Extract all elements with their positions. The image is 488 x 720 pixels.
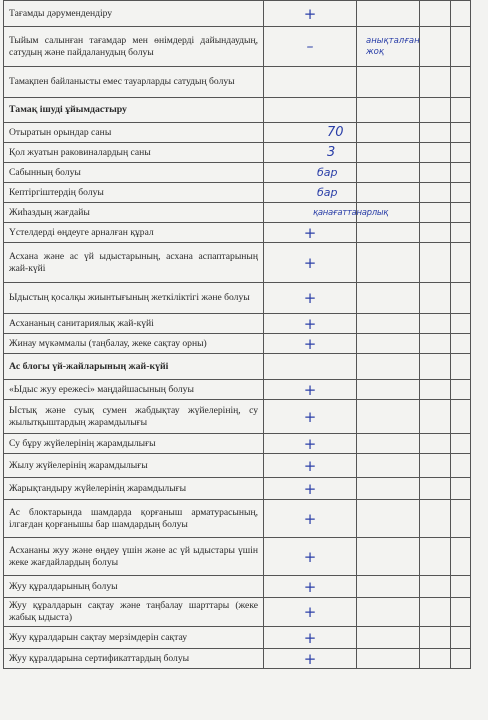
assessment-cell: [264, 143, 357, 163]
extra-cell: [451, 67, 471, 98]
assessment-cell: [264, 380, 357, 400]
extra-cell: [357, 334, 420, 354]
checklist-row: [4, 334, 471, 354]
extra-cell: [451, 223, 471, 243]
extra-cell: [420, 434, 451, 454]
checklist-row: [4, 203, 471, 223]
extra-cell: [357, 183, 420, 203]
assessment-cell: [264, 223, 357, 243]
handwritten-mark: +: [303, 253, 317, 272]
handwritten-mark: +: [303, 577, 317, 596]
assessment-cell: [264, 598, 357, 627]
checklist-row: [4, 67, 471, 98]
assessment-cell: [264, 500, 357, 538]
handwritten-mark: +: [303, 649, 317, 668]
extra-cell: [357, 400, 420, 434]
handwritten-mark: 3: [327, 144, 336, 160]
extra-cell: [451, 1, 471, 27]
criterion-label: Отыратын орындар саны: [4, 123, 264, 143]
extra-cell: [451, 243, 471, 283]
assessment-cell: [264, 400, 357, 434]
assessment-cell: [264, 1, 357, 27]
checklist-row: [4, 1, 471, 27]
handwritten-mark: +: [303, 289, 317, 307]
extra-cell: [451, 627, 471, 649]
handwritten-mark: +: [303, 314, 317, 333]
assessment-cell: [264, 243, 357, 283]
assessment-cell: [264, 183, 357, 203]
extra-cell: [420, 478, 451, 500]
handwritten-mark: бар: [317, 165, 338, 179]
criterion-label: Ас блоктарында шамдарда қорғаныш арматурасының, ілгағдан қорғанышы бар шамдардың болуы: [4, 500, 264, 538]
criterion-label: Ыдыстың қосалқы жиынтығының жеткіліктігі және болуы: [4, 283, 264, 314]
extra-cell: [357, 1, 420, 27]
handwritten-mark: +: [303, 4, 317, 23]
extra-cell: [357, 283, 420, 314]
assessment-cell: [264, 314, 357, 334]
extra-cell: [451, 314, 471, 334]
criterion-label: «Ыдыс жуу ережесі» маңдайшасының болуы: [4, 380, 264, 400]
extra-cell: [357, 576, 420, 598]
section-header-row: [4, 98, 471, 123]
extra-cell: [420, 27, 451, 67]
extra-cell: [420, 334, 451, 354]
extra-cell: [420, 283, 451, 314]
handwritten-mark: +: [303, 223, 317, 242]
criterion-label: Тыйым салынған тағамдар мен өнімдерді дайындаудың, сатудың және пайдаланудың болуы: [4, 27, 264, 67]
assessment-cell: [264, 576, 357, 598]
extra-cell: [420, 123, 451, 143]
criterion-label: Жуу құралдарын сақтау мерзімдерін сақтау: [4, 627, 264, 649]
checklist-row: [4, 143, 471, 163]
handwritten-mark: +: [303, 628, 317, 647]
extra-cell: [451, 454, 471, 478]
extra-cell: [451, 334, 471, 354]
extra-cell: [357, 627, 420, 649]
extra-cell: [451, 283, 471, 314]
assessment-cell: [264, 454, 357, 478]
extra-cell: [357, 434, 420, 454]
extra-cell: [357, 98, 420, 123]
extra-cell: [451, 434, 471, 454]
handwritten-mark: –: [306, 38, 314, 55]
extra-cell: [420, 183, 451, 203]
assessment-cell: [264, 334, 357, 354]
assessment-cell: [264, 354, 357, 380]
extra-cell: [357, 123, 420, 143]
extra-cell: [357, 27, 420, 67]
checklist-row: [4, 478, 471, 500]
handwritten-mark: 70: [327, 124, 344, 140]
extra-cell: [420, 314, 451, 334]
handwritten-mark: +: [303, 380, 317, 399]
extra-cell: [357, 314, 420, 334]
extra-cell: [451, 598, 471, 627]
extra-cell: [420, 627, 451, 649]
extra-cell: [451, 123, 471, 143]
checklist-row: [4, 314, 471, 334]
extra-cell: [420, 98, 451, 123]
criterion-label: Асхананы жуу және өңдеу үшін және ас үй ыдыстары үшін жеке жағдайлардың болуы: [4, 538, 264, 576]
extra-cell: [451, 478, 471, 500]
assessment-cell: [264, 478, 357, 500]
checklist-row: [4, 283, 471, 314]
extra-cell: [451, 380, 471, 400]
checklist-row: [4, 380, 471, 400]
extra-cell: [357, 354, 420, 380]
criterion-label: Жуу құралдарына сертификаттардың болуы: [4, 649, 264, 669]
criterion-label: Жарықтандыру жүйелерінің жарамдылығы: [4, 478, 264, 500]
handwritten-mark: +: [303, 434, 317, 453]
extra-cell: [420, 538, 451, 576]
extra-cell: [357, 538, 420, 576]
extra-cell: [451, 27, 471, 67]
handwritten-mark: +: [303, 456, 317, 475]
extra-cell: [357, 478, 420, 500]
extra-cell: [420, 454, 451, 478]
extra-cell: [420, 380, 451, 400]
handwritten-mark: +: [303, 479, 317, 498]
extra-cell: [357, 598, 420, 627]
assessment-cell: [264, 649, 357, 669]
assessment-cell: [264, 538, 357, 576]
handwritten-mark: қанағаттанарлық: [313, 207, 389, 218]
checklist-row: [4, 400, 471, 434]
criterion-label: Жуу құралдарының болуы: [4, 576, 264, 598]
criterion-label: Жинау мүкәммалы (таңбалау, жеке сақтау орны): [4, 334, 264, 354]
assessment-cell: [264, 163, 357, 183]
checklist-row: [4, 27, 471, 67]
extra-cell: [451, 354, 471, 380]
extra-cell: [357, 500, 420, 538]
handwritten-mark: +: [303, 547, 317, 566]
checklist-row: [4, 123, 471, 143]
extra-cell: [420, 143, 451, 163]
handwritten-mark: +: [303, 603, 317, 621]
checklist-row: [4, 576, 471, 598]
checklist-row: [4, 454, 471, 478]
extra-cell: [451, 500, 471, 538]
checklist-row: [4, 627, 471, 649]
criterion-label: Қол жуатын раковиналардың саны: [4, 143, 264, 163]
extra-cell: [357, 380, 420, 400]
section-title: Тамақ ішуді ұйымдастыру: [4, 98, 264, 123]
criterion-label: Асхананың санитариялық жай-күйі: [4, 314, 264, 334]
section-title: Ас блогы үй-жайларының жай-күйі: [4, 354, 264, 380]
extra-cell: [420, 1, 451, 27]
extra-cell: [451, 183, 471, 203]
handwritten-mark: бар: [317, 185, 338, 199]
extra-cell: [357, 649, 420, 669]
extra-cell: [420, 203, 451, 223]
handwritten-mark: +: [303, 407, 317, 426]
extra-cell: [451, 143, 471, 163]
extra-cell: [357, 223, 420, 243]
extra-cell: [357, 143, 420, 163]
criterion-label: Жиһаздың жағдайы: [4, 203, 264, 223]
checklist-row: [4, 183, 471, 203]
extra-cell: [357, 163, 420, 183]
extra-cell: [357, 243, 420, 283]
handwritten-note: анықталған: [366, 35, 420, 46]
criterion-label: Ыстық және суық сумен жабдықтау жүйелерінің, су жылытқыштардың жарамдылығы: [4, 400, 264, 434]
extra-cell: [420, 223, 451, 243]
checklist-row: [4, 243, 471, 283]
handwritten-note: жоқ: [366, 46, 384, 57]
extra-cell: [451, 163, 471, 183]
extra-cell: [451, 98, 471, 123]
extra-cell: [451, 649, 471, 669]
criterion-label: Жылу жүйелерінің жарамдылығы: [4, 454, 264, 478]
criterion-label: Су бұру жүйелерінің жарамдылығы: [4, 434, 264, 454]
extra-cell: [451, 538, 471, 576]
checklist-row: [4, 649, 471, 669]
extra-cell: [420, 598, 451, 627]
extra-cell: [420, 354, 451, 380]
assessment-cell: [264, 27, 357, 67]
inspection-checklist-table: [3, 0, 471, 669]
handwritten-mark: +: [303, 509, 317, 528]
checklist-row: [4, 163, 471, 183]
extra-cell: [451, 203, 471, 223]
checklist-row: [4, 598, 471, 627]
extra-cell: [420, 67, 451, 98]
checklist-row: [4, 223, 471, 243]
extra-cell: [420, 163, 451, 183]
handwritten-mark: +: [303, 334, 317, 353]
assessment-cell: [264, 203, 389, 223]
extra-cell: [420, 500, 451, 538]
checklist-row: [4, 538, 471, 576]
extra-cell: [420, 649, 451, 669]
assessment-cell: [264, 627, 357, 649]
criterion-label: Кептіргіштердің болуы: [4, 183, 264, 203]
section-header-row: [4, 354, 471, 380]
extra-cell: [420, 243, 451, 283]
checklist-row: [4, 500, 471, 538]
criterion-label: Асхана және ас үй ыдыстарының, асхана аспаптарының жай-күйі: [4, 243, 264, 283]
extra-cell: [357, 454, 420, 478]
checklist-row: [4, 434, 471, 454]
assessment-cell: [264, 67, 357, 98]
criterion-label: Үстелдерді өңдеуге арналған құрал: [4, 223, 264, 243]
extra-cell: [451, 400, 471, 434]
extra-cell: [420, 576, 451, 598]
assessment-cell: [264, 434, 357, 454]
criterion-label: Сабынның болуы: [4, 163, 264, 183]
criterion-label: Жуу құралдарын сақтау және таңбалау шарттары (жеке жабық ыдыста): [4, 598, 264, 627]
assessment-cell: [264, 98, 357, 123]
criterion-label: Тағамды дәрумендендіру: [4, 1, 264, 27]
assessment-cell: [264, 283, 357, 314]
criterion-label: Тамақпен байланысты емес тауарларды сатудың болуы: [4, 67, 264, 98]
extra-cell: [357, 67, 420, 98]
assessment-cell: [264, 123, 357, 143]
extra-cell: [420, 400, 451, 434]
extra-cell: [451, 576, 471, 598]
